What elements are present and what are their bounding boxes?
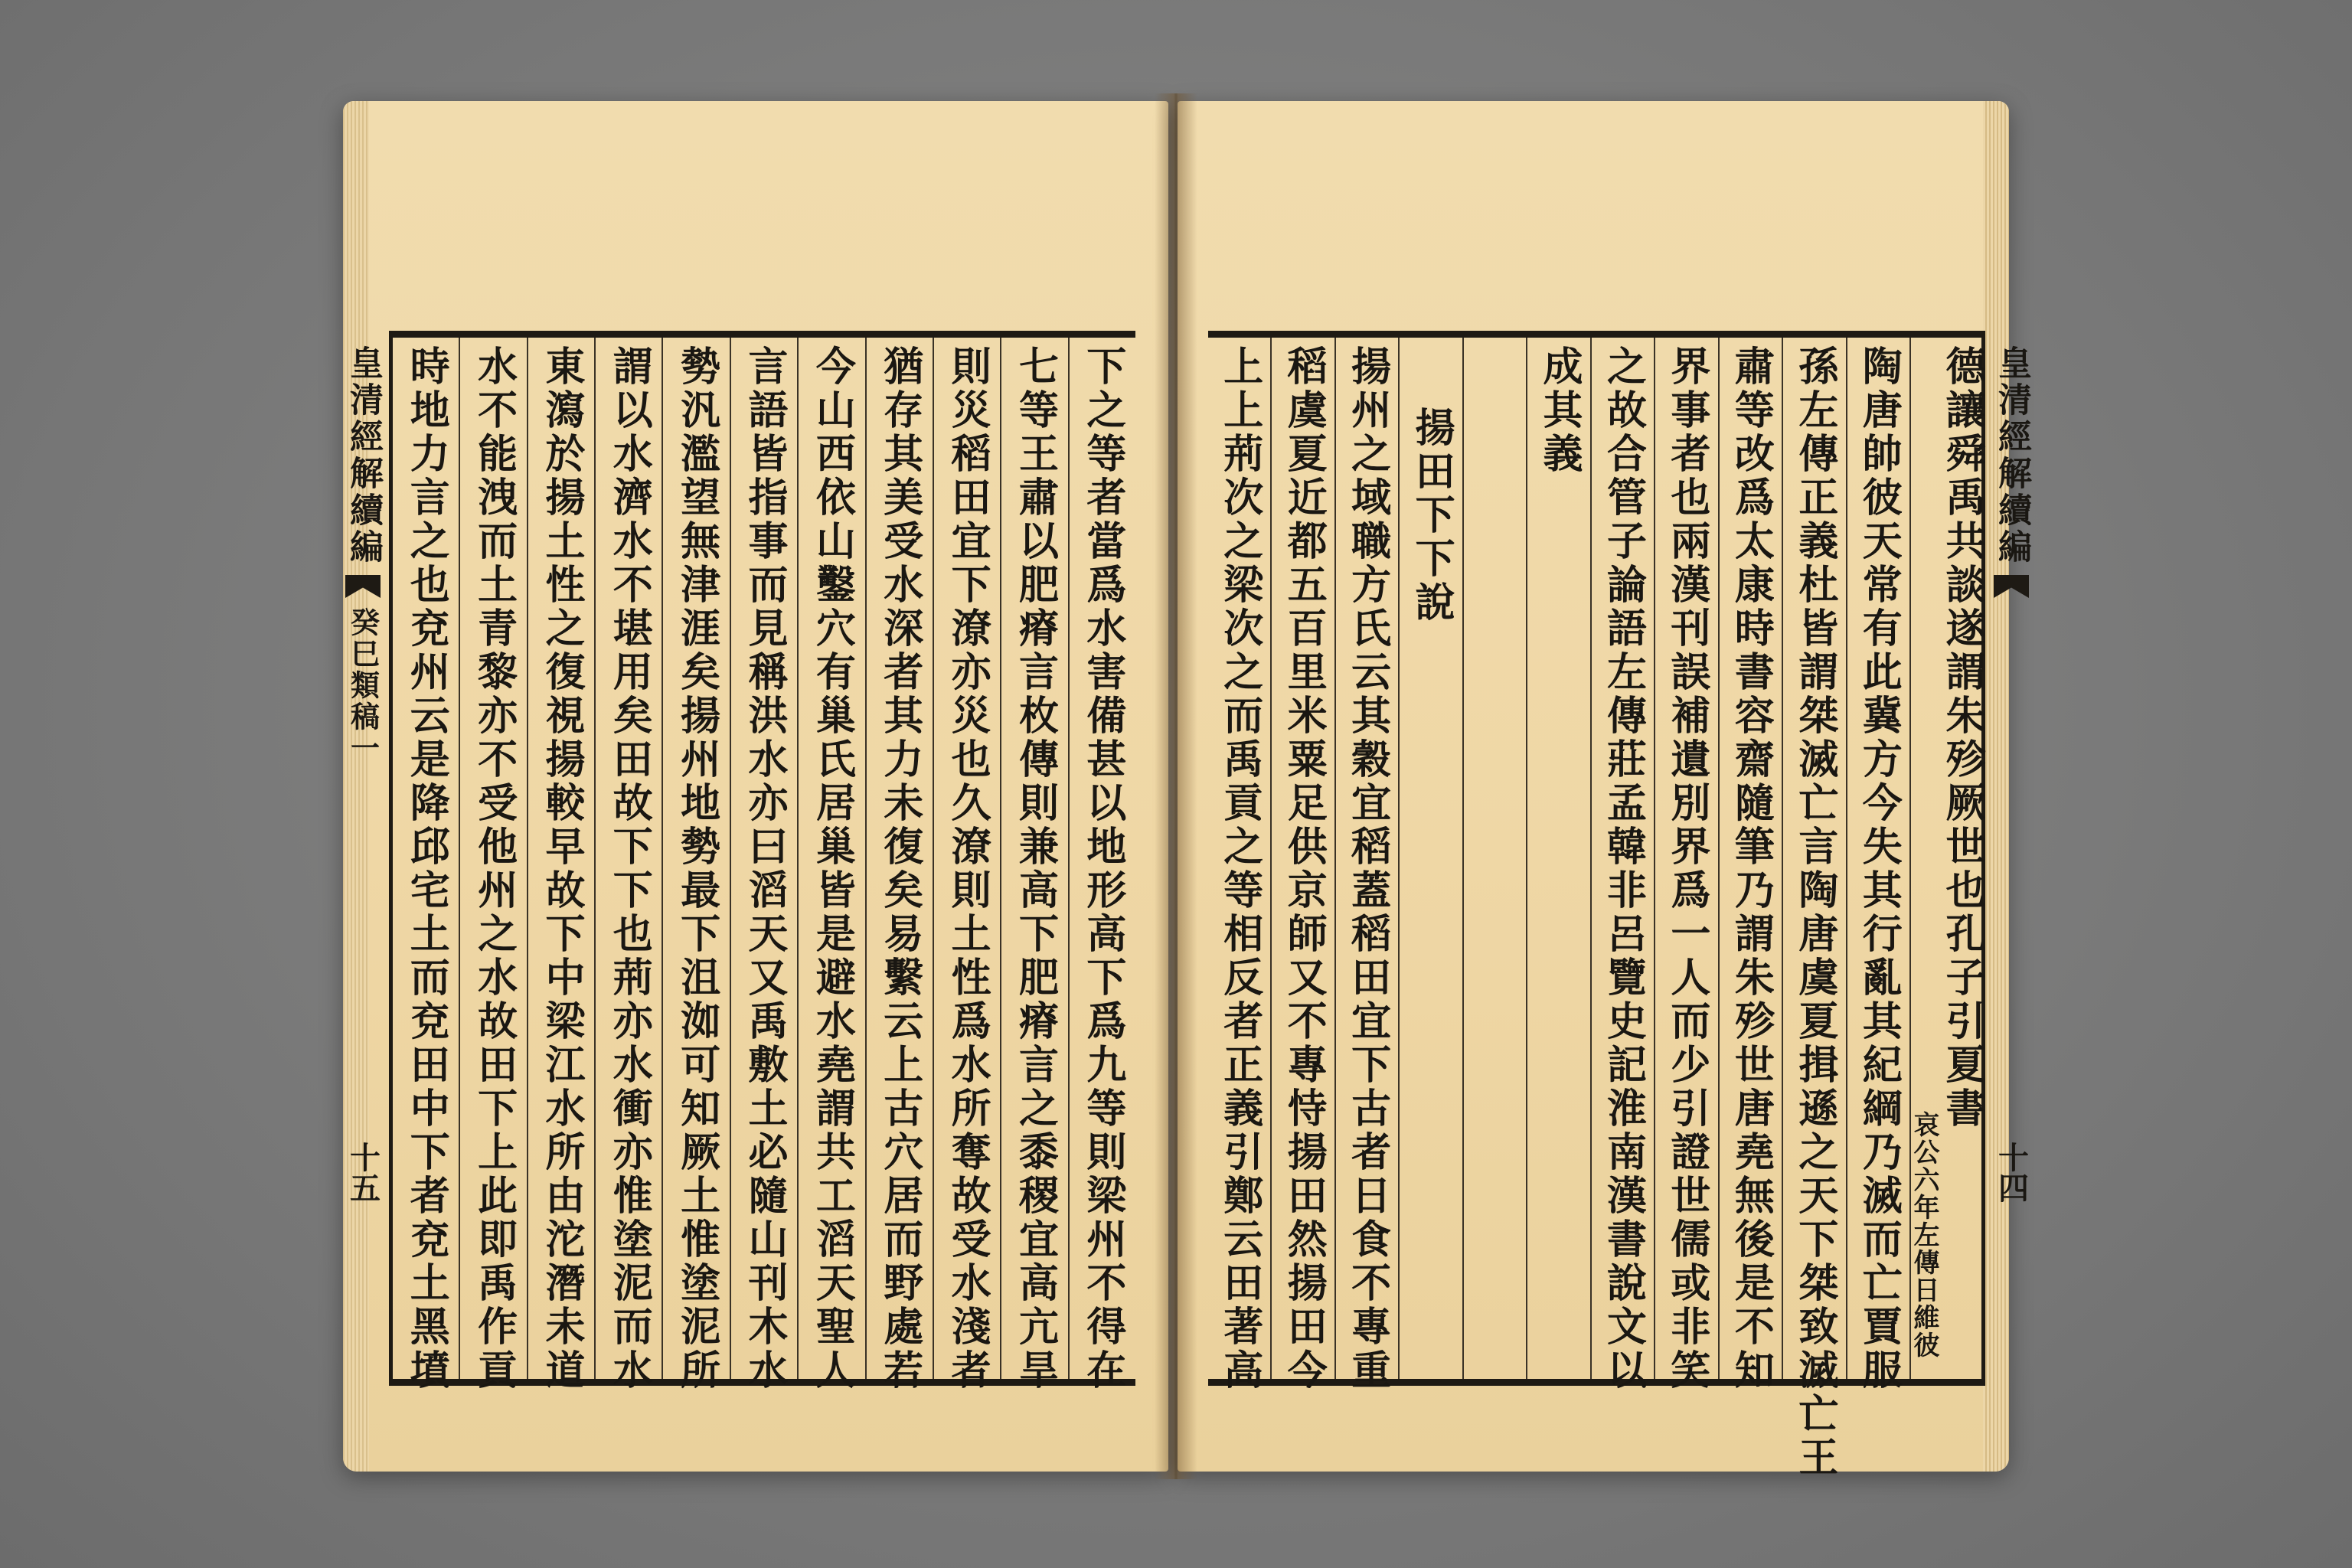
column-text: 上上荊次之梁次之而禹貢之等相反者正義引鄭云田著高 xyxy=(1216,345,1263,1393)
column-text: 下之等者當爲水害備甚以地形高下爲九等則梁州不得在 xyxy=(1079,345,1126,1393)
text-column xyxy=(1782,338,1845,1480)
text-column xyxy=(393,338,459,1393)
text-column xyxy=(1270,338,1334,1393)
open-book xyxy=(343,93,2031,1480)
left-page-banxin xyxy=(333,338,393,1379)
column-text: 則災稻田宜下潦亦災也久潦則土性爲水所奪故受水淺者 xyxy=(944,345,991,1393)
text-column xyxy=(1654,338,1717,1393)
column-text: 陶唐帥彼天常有此冀方今失其行亂其紀綱乃滅而亡賈服 xyxy=(1855,345,1903,1393)
text-column xyxy=(933,338,1000,1393)
left-text-frame xyxy=(344,331,1135,1393)
text-column xyxy=(1462,338,1526,1379)
column-text: 德讓舜禹共談遂謂朱殄厥世也孔子引夏書 xyxy=(1939,345,1985,1131)
column-note: 哀公六年左傳日維彼 xyxy=(1909,1111,1939,1359)
column-text: 孫左傳正義杜皆謂桀滅亡言陶唐虞夏揖遜之天下桀致滅亡王 xyxy=(1791,345,1838,1480)
section-heading: 揚田下下說 xyxy=(1408,407,1455,625)
text-column xyxy=(594,338,662,1393)
text-column xyxy=(865,338,933,1393)
text-column xyxy=(459,338,526,1393)
right-page-banxin xyxy=(1981,338,2041,1379)
column-text: 謂以水濟水不堪用矣田故下下也荊亦水衝亦惟塗泥而水 xyxy=(606,345,653,1393)
text-column xyxy=(730,338,797,1393)
column-text: 時地力言之也兗州云是降邱宅土而兗田中下者兗土黑墳 xyxy=(403,345,450,1393)
column-text: 東瀉於揚土性之復視揚較早故下中梁江水所由沱潛未道 xyxy=(537,345,585,1393)
column-text: 之故合管子論語左傳莊孟韓非呂覽史記淮南漢書說文以 xyxy=(1599,345,1647,1393)
banxin-page-number: 十五 xyxy=(345,1142,381,1203)
column-text: 水不能洩而土青黎亦不受他州之水故田下上此即禹作貢 xyxy=(470,345,518,1393)
column-text: 稻虞夏近都五百里米粟足供京師又不專恃揚田然揚田今 xyxy=(1280,345,1328,1393)
left-page xyxy=(343,101,1168,1472)
banxin-series-title: 皇清經解續編 xyxy=(1992,345,2031,566)
fishtail-mark-icon xyxy=(1994,575,2029,598)
banxin-series-title: 皇清經解續編 xyxy=(344,345,383,566)
column-text: 勢汎濫望無津涯矣揚州地勢最下沮洳可知厥土惟塗泥所 xyxy=(673,345,720,1393)
text-column xyxy=(1846,338,1909,1393)
right-text-frame xyxy=(1208,331,2031,1480)
fishtail-mark-icon xyxy=(345,575,381,598)
right-page xyxy=(1178,101,2031,1480)
book-gutter xyxy=(1155,93,1197,1479)
text-column xyxy=(1718,338,1782,1393)
column-text: 揚州之域職方氏云其穀宜稻蓋稻田宜下古者日食不專重 xyxy=(1344,345,1391,1393)
text-column xyxy=(1526,338,1589,1379)
column-text: 肅等改爲太康時書容齋隨筆乃謂朱殄世唐堯無後是不知 xyxy=(1727,345,1775,1393)
column-text: 界事者也兩漢刊誤補遺別界爲一人而少引證世儒或非笑 xyxy=(1663,345,1710,1393)
text-column xyxy=(527,338,594,1393)
left-text-columns xyxy=(393,338,1135,1393)
text-column xyxy=(1068,338,1135,1393)
text-column xyxy=(662,338,729,1393)
text-column xyxy=(1000,338,1067,1393)
text-column xyxy=(797,338,864,1393)
text-column xyxy=(1590,338,1654,1393)
text-column xyxy=(1398,338,1462,1379)
right-text-columns xyxy=(1208,338,1985,1480)
column-text: 猶存其美受水深者其力未復矣易繫云上古穴居而野處若 xyxy=(876,345,923,1393)
banxin-page-number: 十四 xyxy=(1993,1142,2030,1203)
column-text: 七等王肅以肥瘠言枚傳則兼高下肥瘠言之黍稷宜高亢旱 xyxy=(1011,345,1059,1393)
banxin-volume: 癸巳類稿一 xyxy=(345,607,381,764)
text-column xyxy=(1334,338,1398,1393)
column-text: 成其義 xyxy=(1536,345,1583,476)
text-column xyxy=(1909,338,1985,1379)
column-text: 今山西依山鑿穴有巢氏居巢皆是避水堯謂共工滔天聖人 xyxy=(808,345,856,1393)
text-column xyxy=(1208,338,1270,1393)
column-text: 言語皆指事而見稱洪水亦曰滔天又禹敷土必隨山刊木水 xyxy=(741,345,789,1393)
